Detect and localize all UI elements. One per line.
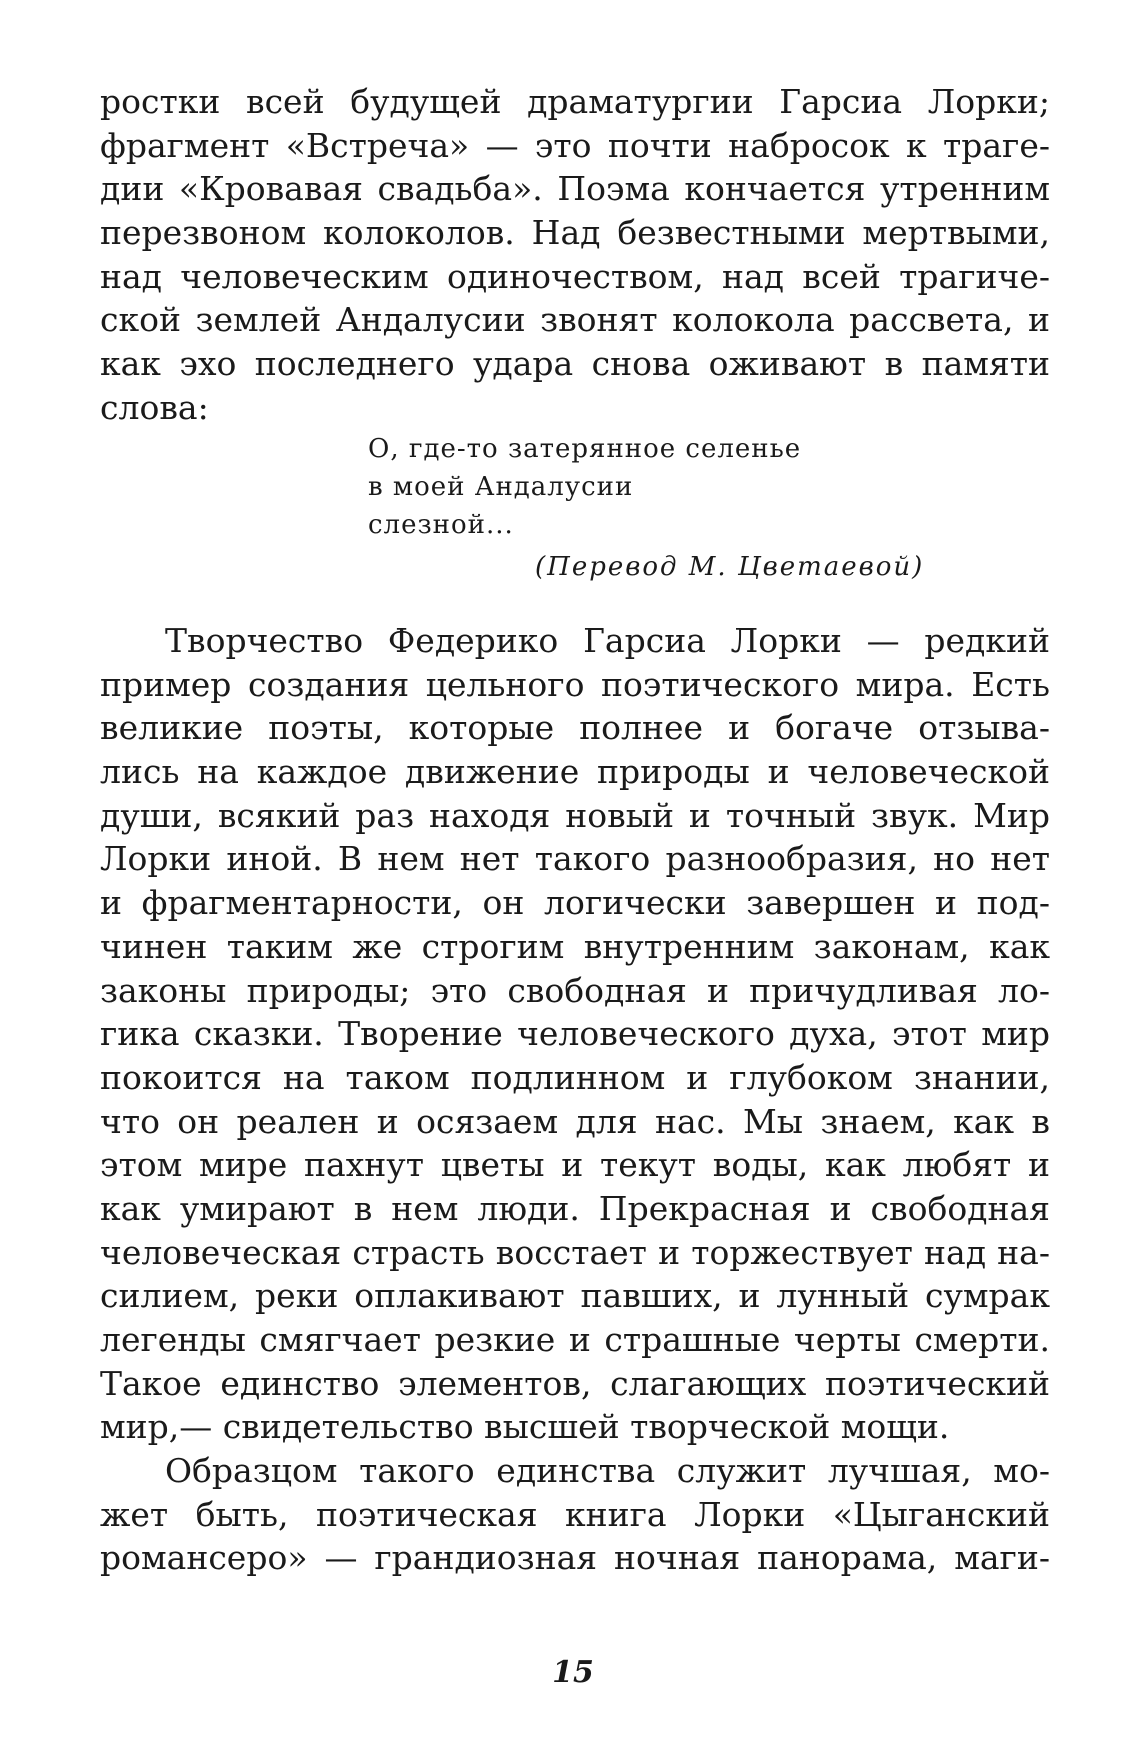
text-line: жет быть, поэтическая книга Лорки «Цыганский bbox=[100, 1494, 1050, 1534]
text-line: фрагмент «Встреча» — это почти набросок к траге- bbox=[100, 125, 1050, 165]
text-line: Образцом такого единства служит лучшая, мо- bbox=[165, 1451, 1050, 1490]
text-line: дии «Кровавая свадьба». Поэма кончается утренним bbox=[100, 169, 1050, 209]
text-line: ростки всей будущей драматургии Гарсиа Лорки; bbox=[100, 82, 1050, 121]
paragraph-3 bbox=[100, 1449, 1050, 1580]
text-line: над человеческим одиночеством, над всей трагиче- bbox=[100, 256, 1050, 296]
text-line: перезвоном колоколов. Над безвестными мертвыми, bbox=[100, 213, 1050, 253]
text-line: слова: bbox=[100, 387, 209, 427]
text-line: что он реален и осязаем для нас. Мы знаем, как в bbox=[100, 1101, 1050, 1141]
text-line: Такое единство элементов, слагающих поэтический bbox=[100, 1363, 1050, 1403]
text-line: великие поэты, которые полнее и богаче отзыва- bbox=[100, 708, 1050, 748]
text-line: Творчество Федерико Гарсиа Лорки — редкий bbox=[165, 621, 1050, 660]
translation-attribution: (Перевод М. Цветаевой) bbox=[535, 552, 925, 582]
paragraph-2 bbox=[100, 619, 1050, 1449]
text-line: этом мире пахнут цветы и текут воды, как любят и bbox=[100, 1145, 1050, 1185]
text-line: и фрагментарности, он логически завершен и под- bbox=[100, 883, 1050, 923]
text-line: как эхо последнего удара снова оживают в памяти bbox=[100, 344, 1050, 384]
verse-line: О, где-то затерянное селенье bbox=[368, 434, 802, 464]
text-line: Лорки иной. В нем нет такого разнообразия, но нет bbox=[100, 839, 1050, 879]
verse-quote bbox=[368, 430, 801, 544]
text-line: гика сказки. Творение человеческого духа, этот мир bbox=[100, 1014, 1050, 1054]
text-line: ской землей Андалусии звонят колокола рассвета, и bbox=[100, 300, 1050, 340]
text-line: чинен таким же строгим внутренним законам, как bbox=[100, 926, 1050, 966]
text-line: мир,— свидетельство высшей творческой мощи. bbox=[100, 1407, 950, 1447]
text-line: как умирают в нем люди. Прекрасная и свободная bbox=[100, 1188, 1050, 1228]
paragraph-continued bbox=[100, 80, 1050, 430]
text-line: законы природы; это свободная и причудливая ло- bbox=[100, 970, 1050, 1010]
page-number: 15 bbox=[552, 1655, 594, 1690]
text-line: человеческая страсть восстает и торжествует над на- bbox=[100, 1232, 1050, 1272]
text-line: романсеро» — грандиозная ночная панорама, маги- bbox=[100, 1538, 1050, 1578]
verse-line: слезной... bbox=[368, 510, 514, 540]
text-line: покоится на таком подлинном и глубоком знании, bbox=[100, 1057, 1050, 1097]
text-line: лись на каждое движение природы и человеческой bbox=[100, 752, 1050, 792]
verse-line: в моей Андалусии bbox=[368, 472, 634, 502]
text-line: силием, реки оплакивают павших, и лунный сумрак bbox=[100, 1276, 1050, 1316]
text-line: души, всякий раз находя новый и точный звук. Мир bbox=[100, 795, 1050, 835]
text-line: легенды смягчает резкие и страшные черты смерти. bbox=[100, 1320, 1050, 1359]
text-line: пример создания цельного поэтического мира. Есть bbox=[100, 664, 1050, 704]
